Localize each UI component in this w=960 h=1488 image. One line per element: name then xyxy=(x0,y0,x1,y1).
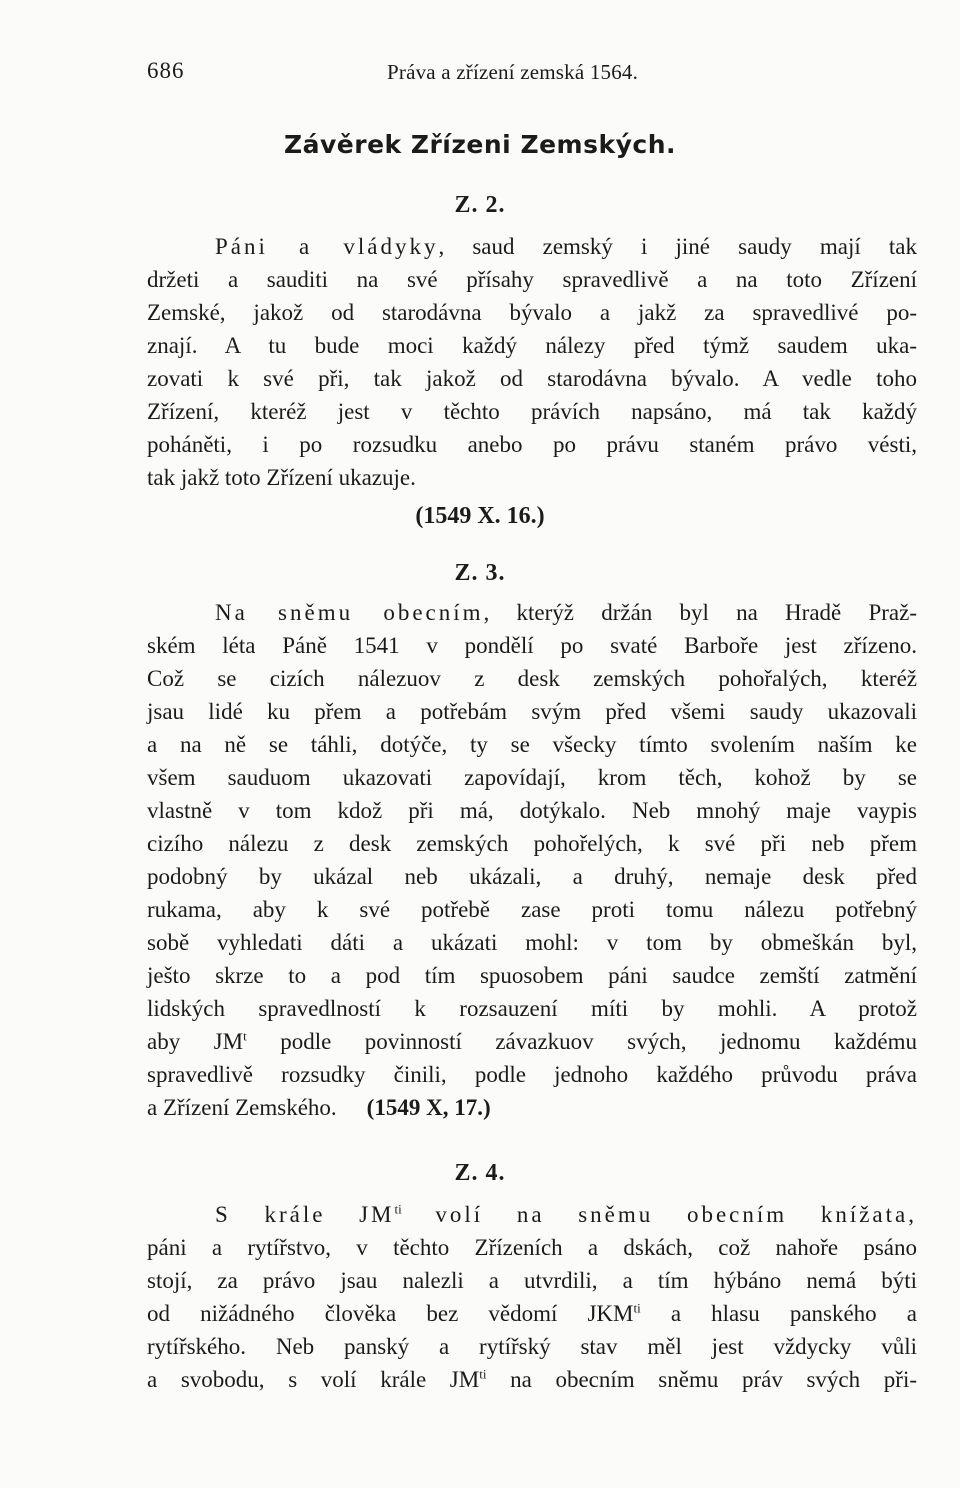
date-citation: (1549 X. 16.) xyxy=(415,503,545,529)
paragraph-z2 xyxy=(147,230,917,494)
text-line: aby $JM^t$ podle povinností závazkuov svých, jednomu každému xyxy=(147,1028,917,1054)
date-citation: (1549 X, 17.) xyxy=(366,1095,491,1120)
text-line: vlastně v tom kdož při má, dotýkalo. Neb mnohý maje vaypis xyxy=(147,798,917,823)
page-number: 686 xyxy=(147,58,185,83)
text-line: cizího nálezu z desk zemských pohořelých, k své při neb přem xyxy=(147,831,917,856)
text-line: rytířského. Neb panský a rytířský stav měl jest vždycky vůli xyxy=(147,1334,917,1359)
text-line: a svobodu, s volí krále $JM^{ti}$ na obecním sněmu práv svých při- xyxy=(147,1366,917,1392)
text-line: stojí, za právo jsau nalezli a utvrdili, a tím hýbáno nemá býti xyxy=(147,1268,917,1293)
text-line: všem sauduom ukazovati zapovídají, krom těch, kohož by se xyxy=(147,765,917,790)
text-line: tak jakž toto Zřízení ukazuje. xyxy=(147,465,416,490)
text-line: poháněti, i po rozsudku anebo po právu staném právo vésti, xyxy=(147,432,917,457)
paragraph-z3 xyxy=(147,596,917,1124)
chapter-title: Závěrek Zřízeni Zemských. xyxy=(283,130,677,159)
text-line: ješto skrze to a pod tím spuosobem páni saudce zemští zatmění xyxy=(147,963,917,988)
page-header xyxy=(147,58,917,90)
text-line: rukama, aby k své potřebě zase proti tomu nálezu potřebný xyxy=(147,897,917,922)
paragraph-z4 xyxy=(147,1198,917,1396)
text-line: S krále $JM^{ti}$ volí na sněmu obecním knížata, xyxy=(215,1201,917,1227)
running-title: Práva a zřízení zemská 1564. xyxy=(387,60,639,84)
text-line: zovati k své při, tak jakož od starodávna bývalo. A vedle toho xyxy=(147,366,917,391)
text-line: spravedlivě rozsudky činili, podle jednoho každého průvodu práva xyxy=(147,1062,917,1087)
text-line: lidských spravedlností k rozsauzení míti by mohli. A protož xyxy=(147,996,917,1021)
text-line: sobě vyhledati dáti a ukázati mohl: v tom by obmeškán byl, xyxy=(147,930,917,955)
text-line: držeti a sauditi na své přísahy spravedlivě a na toto Zřízení xyxy=(147,267,917,292)
text-line: podobný by ukázal neb ukázali, a druhý, nemaje desk před xyxy=(147,864,917,889)
text-line: Zemské, jakož od starodávna bývalo a jakž za spravedlivé po- xyxy=(147,300,917,325)
section-heading-z2: Z. 2. xyxy=(454,192,506,218)
text-line: od nižádného člověka bez vědomí $JKM^{ti}$ a hlasu panského a xyxy=(147,1300,917,1326)
text-line: Zřízení, kteréž jest v těchto právích napsáno, má tak každý xyxy=(147,399,917,424)
text-line: páni a rytířstvo, v těchto Zřízeních a dskách, což nahoře psáno xyxy=(147,1235,917,1260)
text-line: a na ně se táhli, dotýče, ty se všecky tímto svolením naším ke xyxy=(147,732,917,757)
section-heading-z4: Z. 4. xyxy=(454,1160,506,1186)
text-line: Páni a vládyky, saud zemský i jiné saudy mají tak xyxy=(215,234,917,259)
text-line: ském léta Páně 1541 v pondělí po svaté Barboře jest zřízeno. xyxy=(147,633,917,658)
text-line: Což se cizích nálezuov z desk zemských pohořalých, kteréž xyxy=(147,666,917,691)
text-line: jsau lidé ku přem a potřebám svým před všemi saudy ukazovali xyxy=(147,699,917,724)
text-line: a Zřízení Zemského. (1549 X, 17.) xyxy=(147,1095,491,1120)
text-line: Na sněmu obecním, kterýž držán byl na Hradě Praž- xyxy=(215,600,917,625)
text-line: znají. A tu bude moci každý nálezy před týmž saudem uka- xyxy=(147,333,917,358)
section-heading-z3: Z. 3. xyxy=(454,560,506,586)
